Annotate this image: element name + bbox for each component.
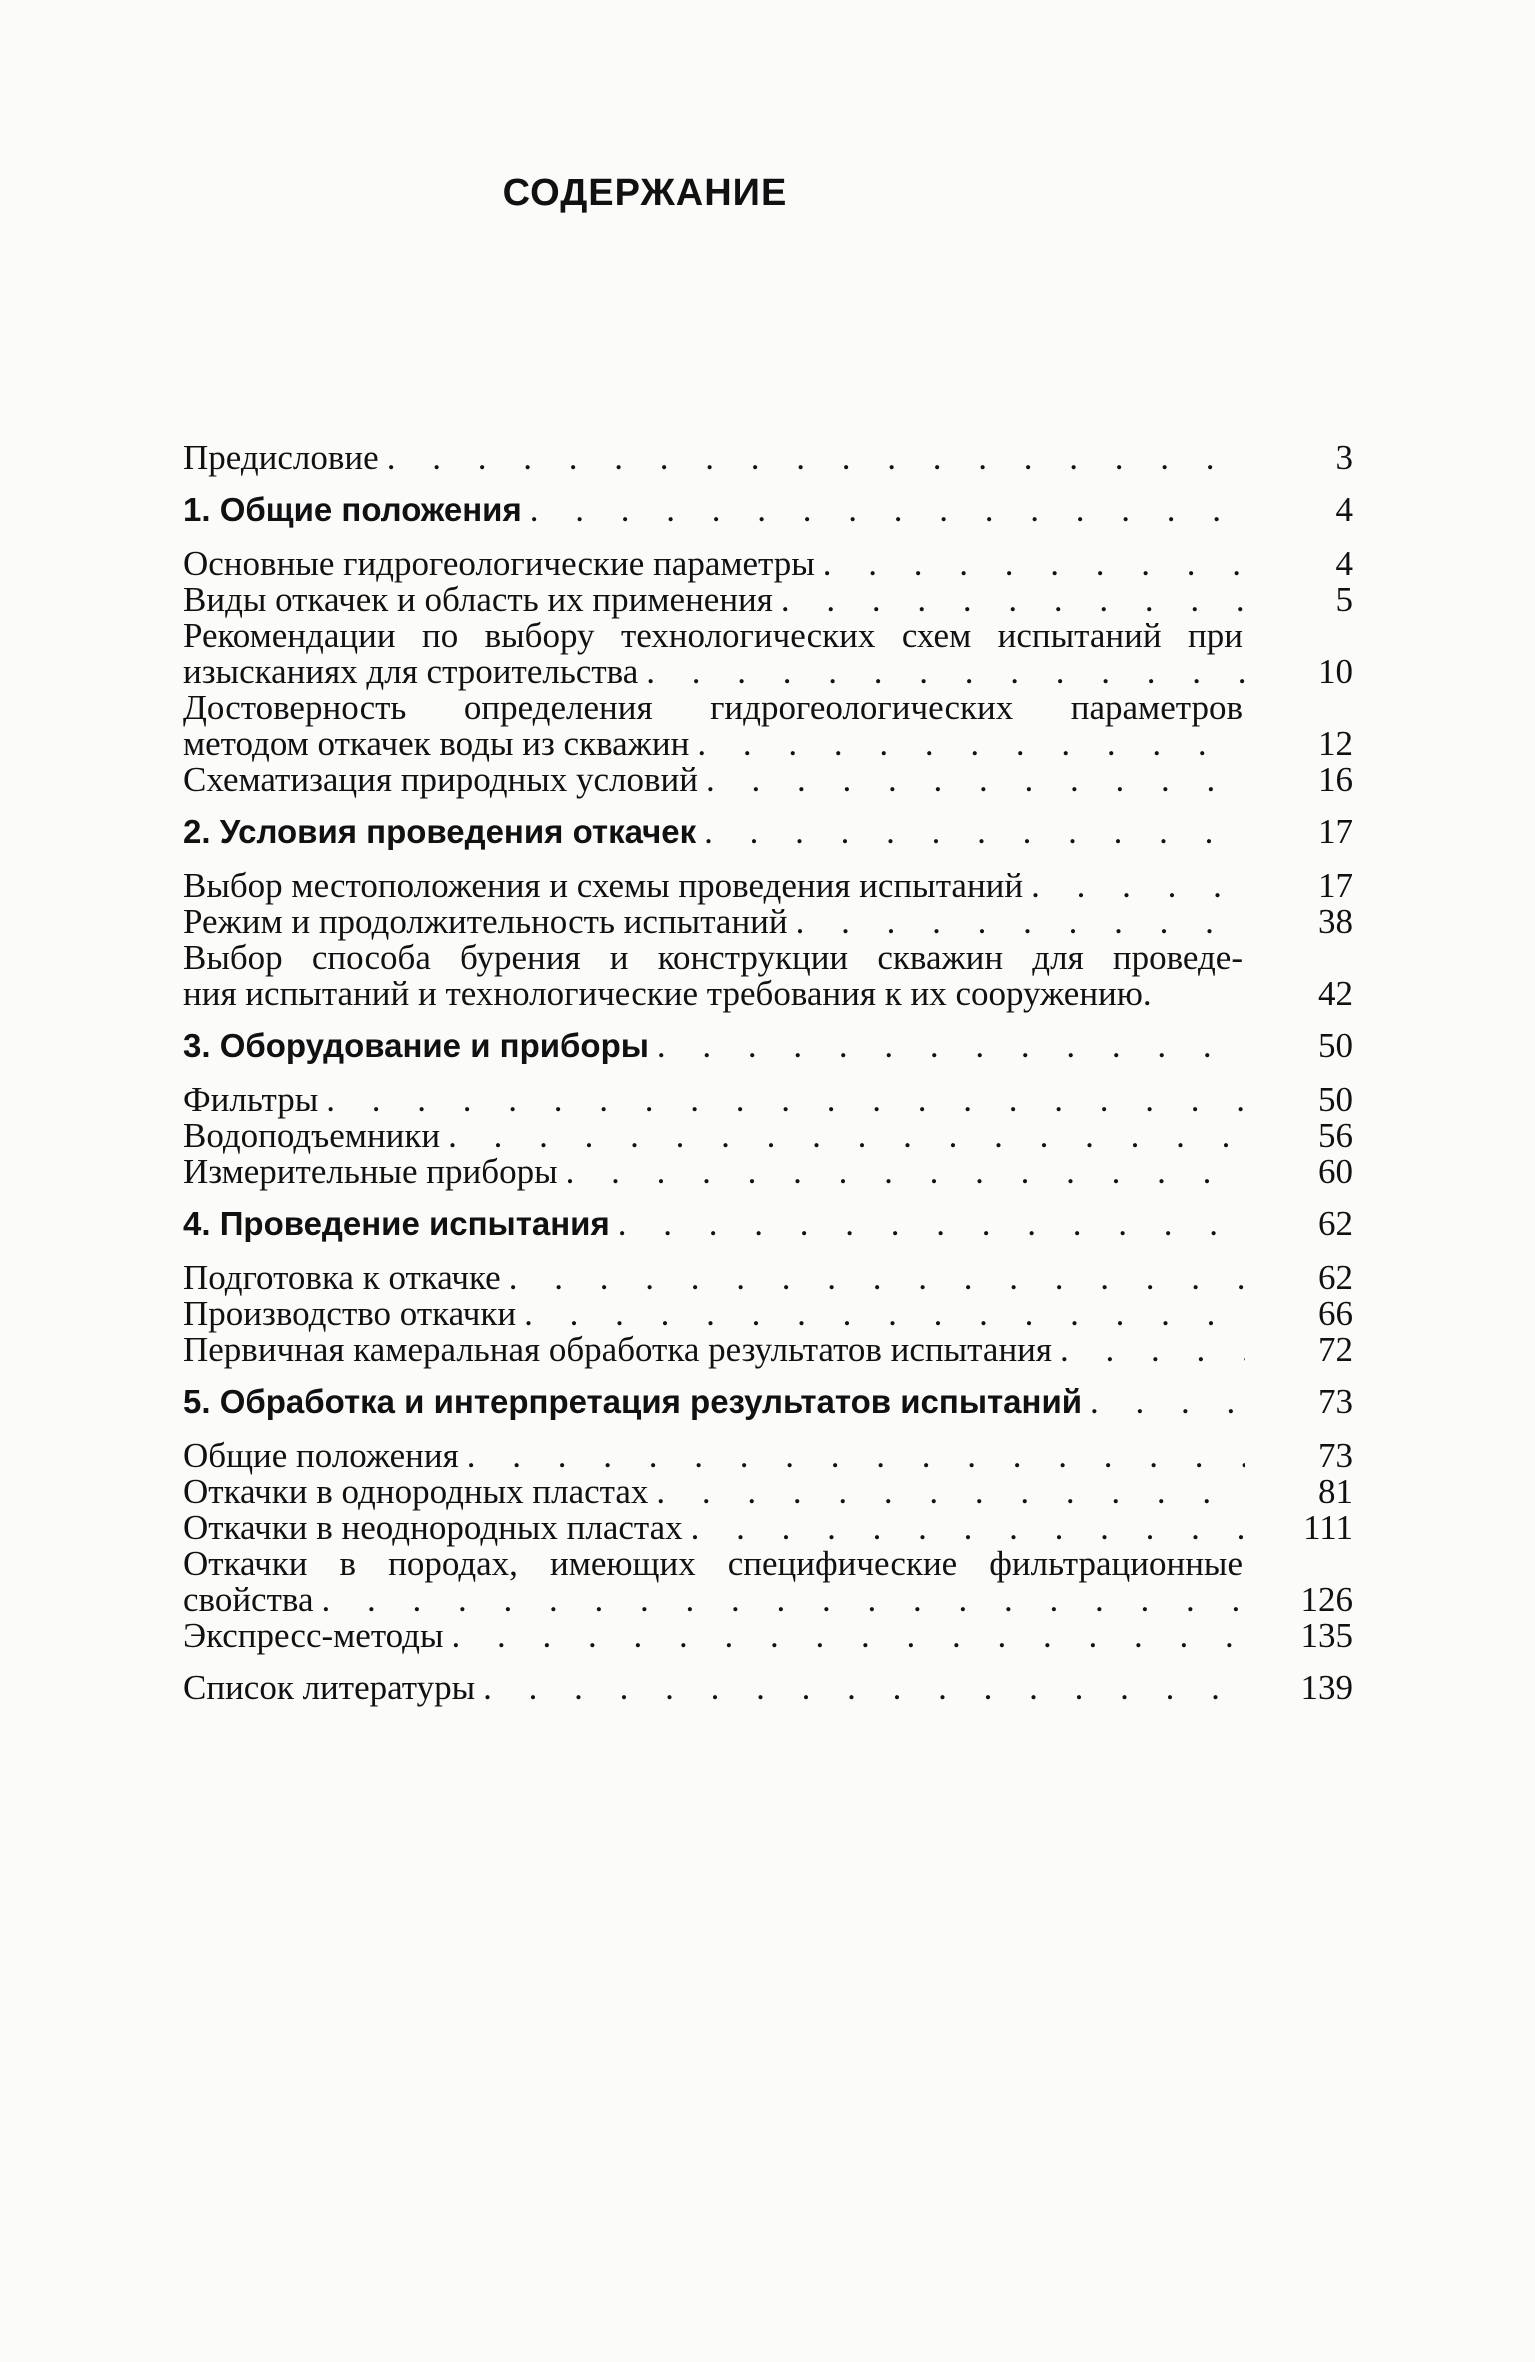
dot-leader	[326, 1082, 1245, 1118]
dot-leader	[646, 654, 1245, 690]
toc-page-number: 38	[1318, 902, 1353, 941]
toc-entry	[183, 1332, 1353, 1368]
toc-page-number: 66	[1318, 1294, 1353, 1333]
toc-entry-title: Подготовка к откачке	[183, 1258, 501, 1297]
toc-entry-title: Схематизация природных условий	[183, 760, 698, 799]
dot-leader	[566, 1154, 1245, 1190]
dot-leader	[524, 1296, 1245, 1332]
toc-entry	[183, 762, 1353, 798]
toc-page-number: 50	[1318, 1080, 1353, 1119]
toc-entry-title-line1: Рекомендации по выбору технологических схем испытаний при	[183, 616, 1243, 655]
toc-page-number: 12	[1318, 724, 1353, 763]
toc-entry-preface	[183, 440, 1353, 476]
toc-entry-title: Производство откачки	[183, 1294, 517, 1333]
toc-entry	[183, 1154, 1353, 1190]
toc-entry	[183, 1618, 1353, 1654]
page-title: СОДЕРЖАНИЕ	[502, 172, 788, 214]
dot-leader	[656, 1474, 1245, 1510]
toc-entry-title: Откачки в однородных пластах	[183, 1472, 649, 1511]
toc-section-title: 2. Условия проведения откачек	[183, 813, 697, 850]
toc-entry-title-line2: изысканиях для строительства	[183, 652, 639, 691]
toc-page-number: 73	[1318, 1436, 1353, 1475]
toc-entry	[183, 1474, 1353, 1510]
toc-entry	[183, 1510, 1353, 1546]
dot-leader	[483, 1670, 1245, 1706]
toc-page-number: 4	[1335, 544, 1353, 583]
toc-section-2	[183, 814, 1353, 850]
toc-page-number: 56	[1318, 1116, 1353, 1155]
toc-entry	[183, 868, 1353, 904]
toc-page-number: 4	[1335, 490, 1353, 529]
dot-leader	[618, 1206, 1245, 1242]
toc-section-title: 5. Обработка и интерпретация результатов испытаний	[183, 1383, 1083, 1420]
toc-entry	[183, 904, 1353, 940]
toc-page-number: 17	[1318, 812, 1353, 851]
toc-entry-title-line1: Откачки в породах, имеющих специфические фильтрационные	[183, 1544, 1243, 1583]
dot-leader	[1060, 1332, 1245, 1368]
toc-entry-multiline	[183, 1546, 1353, 1618]
toc-page-number: 16	[1318, 760, 1353, 799]
toc-entry	[183, 1118, 1353, 1154]
toc-entry-title-line1: Выбор способа бурения и конструкции скважин для проведе-	[183, 938, 1243, 977]
toc-entry-multiline	[183, 690, 1353, 762]
toc-entry	[183, 1260, 1353, 1296]
toc-page-number: 81	[1318, 1472, 1353, 1511]
toc-entry-title: Откачки в неоднородных пластах	[183, 1508, 683, 1547]
dot-leader	[451, 1618, 1245, 1654]
toc-page-number: 135	[1300, 1616, 1353, 1655]
dot-leader	[321, 1582, 1245, 1618]
toc-entry-title: Водоподъемники	[183, 1116, 441, 1155]
dot-leader	[448, 1118, 1245, 1154]
toc-section-3	[183, 1028, 1353, 1064]
toc-page-number: 62	[1318, 1258, 1353, 1297]
toc-entry-title: Первичная камеральная обработка результатов испытания	[183, 1330, 1053, 1369]
toc-entry-title: Режим и продолжительность испытаний	[183, 902, 788, 941]
dot-leader	[781, 582, 1245, 618]
toc-entry-title: Выбор местоположения и схемы проведения испытаний	[183, 866, 1024, 905]
toc-entry-title-line1: Достоверность определения гидрогеологических параметров	[183, 688, 1243, 727]
dot-leader	[530, 492, 1245, 528]
toc-entry-title: Экспресс-методы	[183, 1616, 444, 1655]
toc-section-5	[183, 1384, 1353, 1420]
toc-section-4	[183, 1206, 1353, 1242]
dot-leader	[823, 546, 1245, 582]
toc-page-number: 3	[1335, 438, 1353, 477]
toc-entry-literature	[183, 1670, 1353, 1706]
toc-entry-title: Измерительные приборы	[183, 1152, 558, 1191]
dot-leader	[509, 1260, 1245, 1296]
toc-entry-title: Фильтры	[183, 1080, 319, 1119]
dot-leader	[706, 762, 1245, 798]
toc-page-number: 73	[1318, 1382, 1353, 1421]
toc-page-number: 62	[1318, 1204, 1353, 1243]
toc-entry	[183, 1082, 1353, 1118]
toc-section-title: 1. Общие положения	[183, 491, 522, 528]
dot-leader	[691, 1510, 1245, 1546]
dot-leader	[387, 440, 1245, 476]
toc-page-number: 60	[1318, 1152, 1353, 1191]
toc-entry-title: Основные гидрогеологические параметры	[183, 544, 815, 583]
toc-page-number: 42	[1318, 974, 1353, 1013]
toc-entry	[183, 1438, 1353, 1474]
toc-entry-title-line2: методом откачек воды из скважин	[183, 724, 690, 763]
table-of-contents	[183, 440, 1353, 1706]
dot-leader	[467, 1438, 1245, 1474]
toc-entry-title-line2: ния испытаний и технологические требования к их сооружению.	[183, 974, 1152, 1013]
toc-page-number: 17	[1318, 866, 1353, 905]
dot-leader	[1031, 868, 1245, 904]
toc-entry-title-line2: свойства	[183, 1580, 314, 1619]
toc-page-number: 139	[1300, 1668, 1353, 1707]
dot-leader	[1090, 1384, 1245, 1420]
toc-section-title: 4. Проведение испытания	[183, 1205, 610, 1242]
toc-entry-multiline	[183, 618, 1353, 690]
toc-entry-title: Предисловие	[183, 438, 379, 477]
toc-page-number: 10	[1318, 652, 1353, 691]
toc-entry-title: Общие положения	[183, 1436, 459, 1475]
toc-page-number: 5	[1335, 580, 1353, 619]
toc-entry-title: Список литературы	[183, 1668, 476, 1707]
dot-leader	[796, 904, 1245, 940]
toc-entry-multiline	[183, 940, 1353, 1012]
toc-page-number: 126	[1300, 1580, 1353, 1619]
dot-leader	[657, 1028, 1245, 1064]
toc-entry-title: Виды откачек и область их применения	[183, 580, 773, 619]
dot-leader	[704, 814, 1245, 850]
toc-entry	[183, 582, 1353, 618]
toc-entry	[183, 1296, 1353, 1332]
toc-page-number: 50	[1318, 1026, 1353, 1065]
toc-entry	[183, 546, 1353, 582]
toc-section-title: 3. Оборудование и приборы	[183, 1027, 649, 1064]
dot-leader	[697, 726, 1245, 762]
toc-section-1	[183, 492, 1353, 528]
toc-page-number: 111	[1303, 1508, 1353, 1547]
toc-page-number: 72	[1318, 1330, 1353, 1369]
